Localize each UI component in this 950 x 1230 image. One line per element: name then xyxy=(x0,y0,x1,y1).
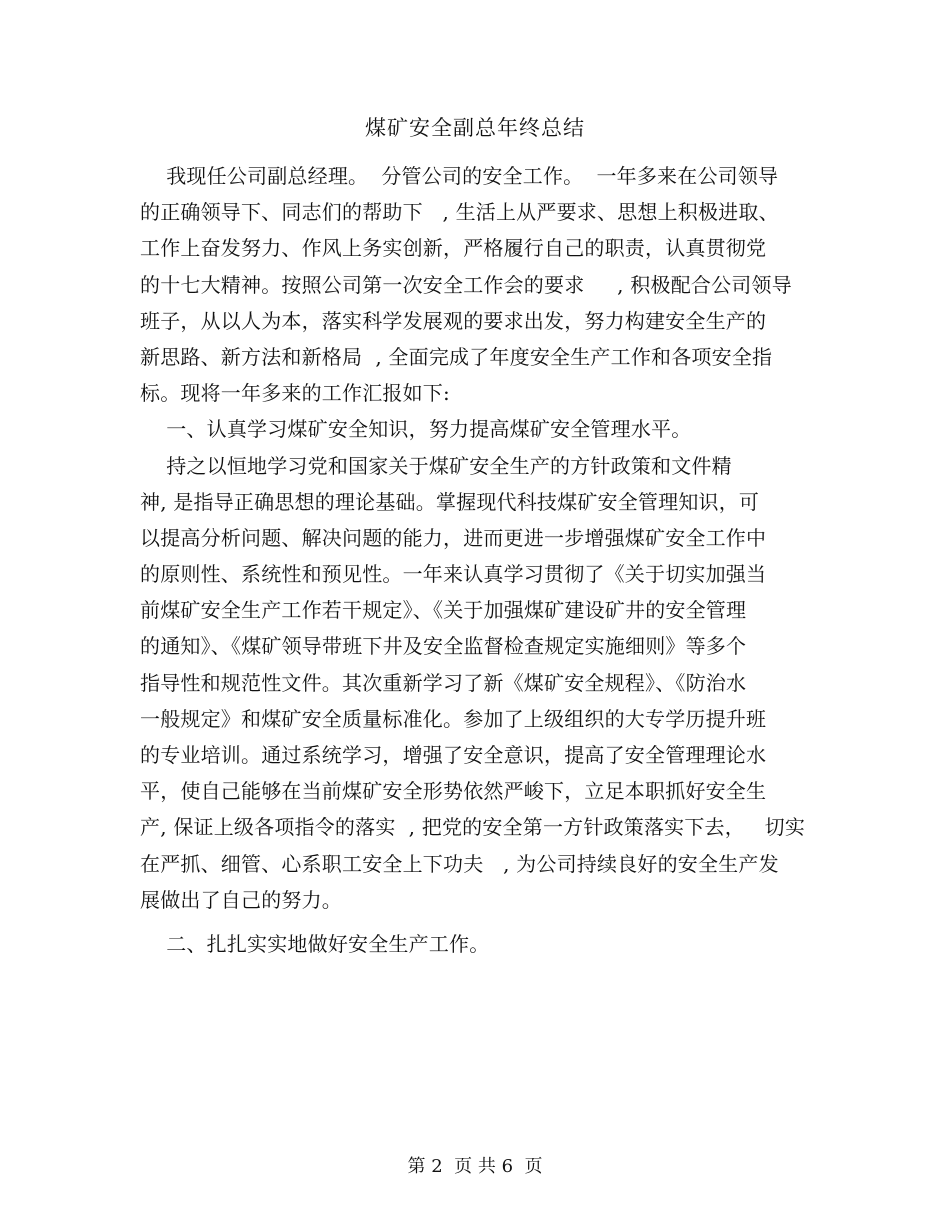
section-heading-1: 一、认真学习煤矿安全知识，努力提高煤矿安全管理水平。 xyxy=(140,417,692,442)
body-line-1: 我现任公司副总经理。 分管公司的安全工作。 一年多来在公司领导 xyxy=(140,164,779,188)
body-line-16: 一般规定》和煤矿安全质量标准化。参加了上级组织的大专学历提升班 xyxy=(140,706,767,731)
body-line-12: 的原则性、系统性和预见性。一年来认真学习贯彻了《关于切实加强当 xyxy=(140,562,767,587)
body-line-18: 平，使自己能够在当前煤矿安全形势依然严峻下，立足本职抓好安全生 xyxy=(140,779,767,804)
document-title: 煤矿安全副总年终总结 xyxy=(365,116,585,140)
page-number-footer: 第 2 页 共 6 页 xyxy=(407,1156,543,1177)
body-line-15: 指导性和规范性文件。其次重新学习了新《煤矿安全规程》、《防治水 xyxy=(140,670,747,695)
body-line-17: 的专业培训。通过系统学习，增强了安全意识，提高了安全管理理论水 xyxy=(140,743,767,767)
body-line-3: 工作上奋发努力、作风上务实创新，严格履行自己的职责，认真贯彻党 xyxy=(140,236,767,261)
body-line-6: 新思路、新方法和新格局 , 全面完成了年度安全生产工作和各项安全指 xyxy=(140,344,773,369)
body-line-13: 前煤矿安全生产工作若干规定》、《关于加强煤矿建设矿井的安全管理 xyxy=(140,598,747,623)
body-line-7: 标。现将一年多来的工作汇报如下: xyxy=(140,381,450,406)
body-line-21: 展做出了自己的努力。 xyxy=(140,887,342,912)
body-line-20: 在严抓、细管、心系职工安全上下功夫 , 为公司持续良好的安全生产发 xyxy=(140,851,779,876)
body-line-19: 产, 保证上级各项指令的落实 , 把党的安全第一方针政策落实下去， 切实 xyxy=(140,815,806,840)
section-heading-2: 二、扎扎实实地做好安全生产工作。 xyxy=(140,931,490,956)
body-line-4: 的十七大精神。按照公司第一次安全工作会的要求 , 积极配合公司领导 xyxy=(140,272,792,297)
body-line-5: 班子，从以人为本，落实科学发展观的要求出发，努力构建安全生产的 xyxy=(140,308,767,333)
body-line-14: 的通知》、《煤矿领导带班下井及安全监督检查规定实施细则》等多个 xyxy=(140,634,747,659)
body-line-9: 持之以恒地学习党和国家关于煤矿安全生产的方针政策和文件精 xyxy=(140,453,732,478)
body-line-11: 以提高分析问题、解决问题的能力，进而更进一步增强煤矿安全工作中 xyxy=(140,525,767,550)
body-line-10: 神, 是指导正确思想的理论基础。掌握现代科技煤矿安全管理知识，可 xyxy=(140,489,760,514)
body-line-2: 的正确领导下、同志们的帮助下 , 生活上从严要求、思想上积极进取、 xyxy=(140,200,779,225)
document-body xyxy=(140,158,820,962)
